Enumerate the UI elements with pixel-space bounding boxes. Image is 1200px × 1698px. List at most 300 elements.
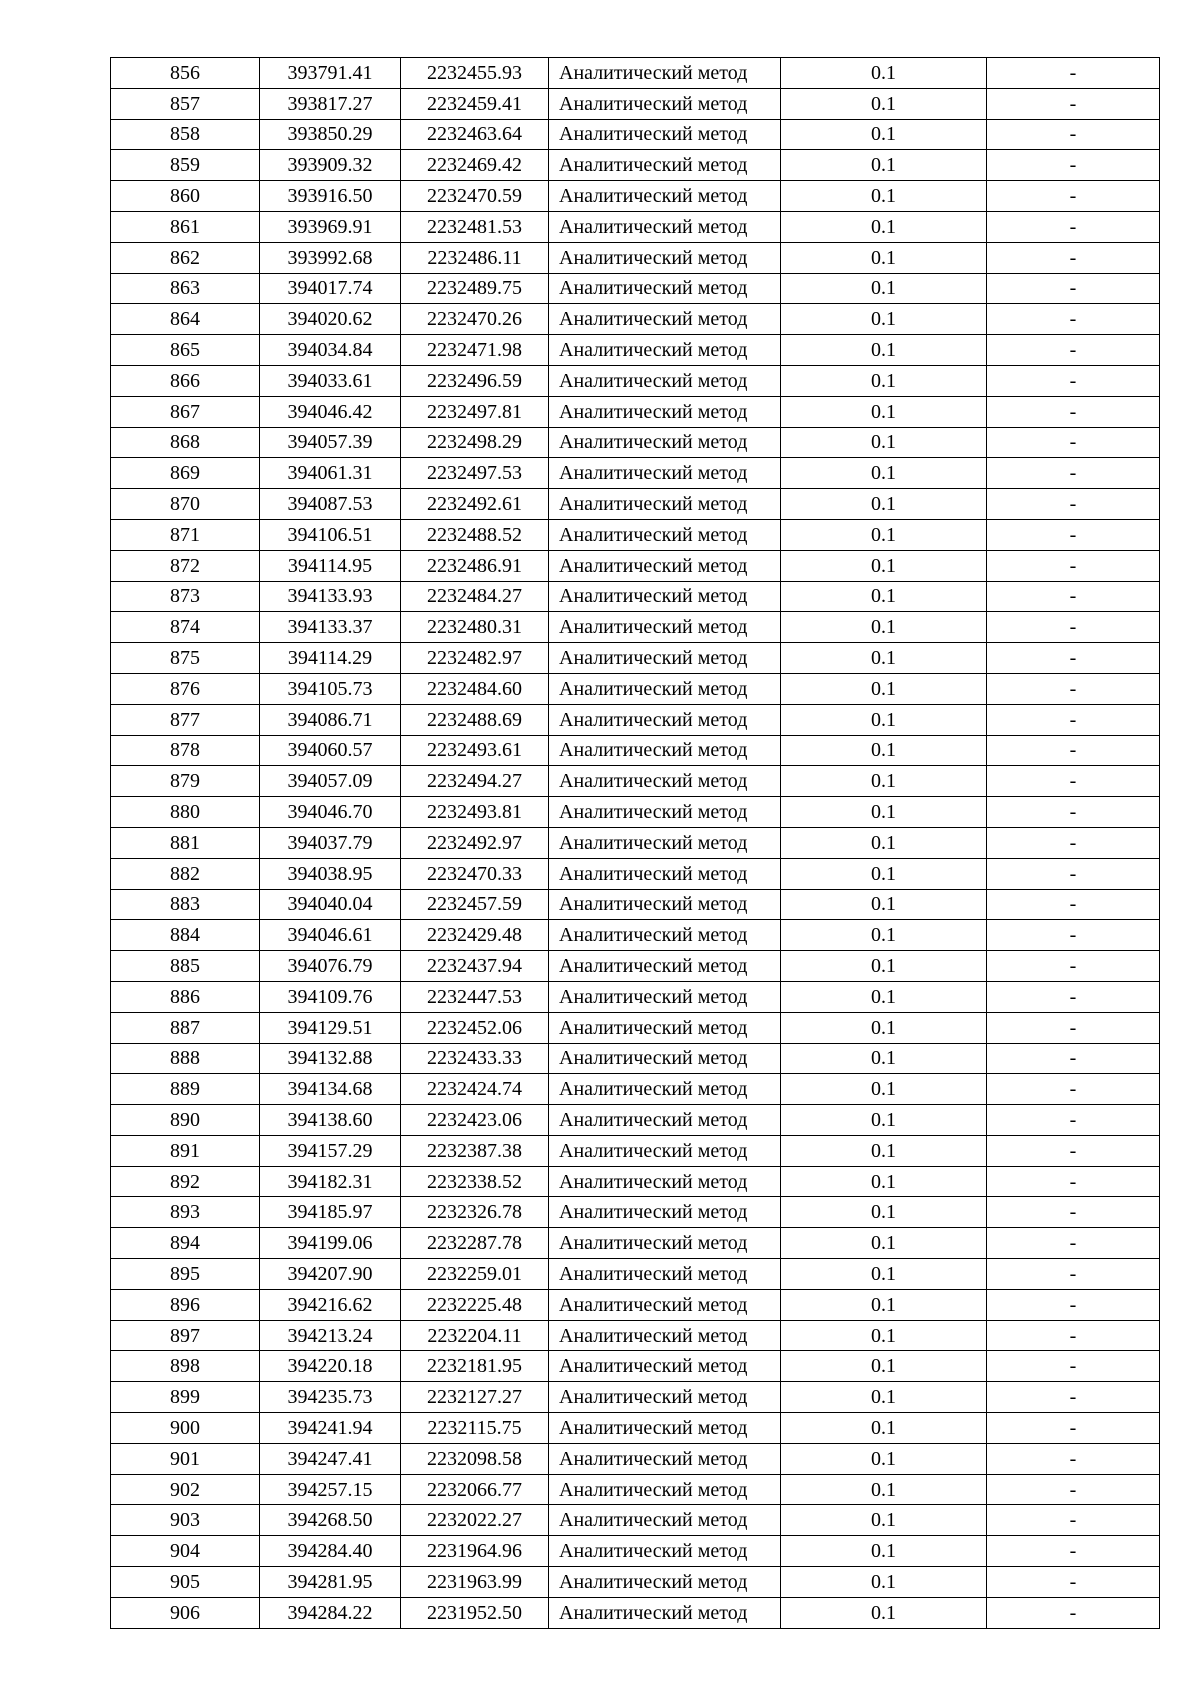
method-cell: Аналитический метод (549, 427, 781, 458)
table-row (111, 211, 1160, 242)
y-coordinate-cell: 2232492.97 (401, 827, 549, 858)
method-cell: Аналитический метод (549, 1259, 781, 1290)
accuracy-cell: 0.1 (781, 1043, 987, 1074)
accuracy-cell: 0.1 (781, 920, 987, 951)
description-cell: - (987, 181, 1160, 212)
y-coordinate-cell: 2232486.91 (401, 550, 549, 581)
y-coordinate-cell: 2232494.27 (401, 766, 549, 797)
x-coordinate-cell: 394241.94 (260, 1413, 401, 1444)
method-cell: Аналитический метод (549, 1197, 781, 1228)
x-coordinate-cell: 394220.18 (260, 1351, 401, 1382)
table-row (111, 1382, 1160, 1413)
y-coordinate-cell: 2232259.01 (401, 1259, 549, 1290)
point-number-cell: 869 (111, 458, 260, 489)
description-cell: - (987, 920, 1160, 951)
table-row (111, 119, 1160, 150)
description-cell: - (987, 1351, 1160, 1382)
method-cell: Аналитический метод (549, 766, 781, 797)
description-cell: - (987, 550, 1160, 581)
x-coordinate-cell: 394038.95 (260, 858, 401, 889)
table-row (111, 1012, 1160, 1043)
point-number-cell: 880 (111, 797, 260, 828)
accuracy-cell: 0.1 (781, 673, 987, 704)
y-coordinate-cell: 2232493.81 (401, 797, 549, 828)
y-coordinate-cell: 2232204.11 (401, 1320, 549, 1351)
method-cell: Аналитический метод (549, 1166, 781, 1197)
x-coordinate-cell: 394133.93 (260, 581, 401, 612)
table-row (111, 1043, 1160, 1074)
point-number-cell: 885 (111, 951, 260, 982)
point-number-cell: 902 (111, 1474, 260, 1505)
description-cell: - (987, 242, 1160, 273)
point-number-cell: 877 (111, 704, 260, 735)
accuracy-cell: 0.1 (781, 1505, 987, 1536)
x-coordinate-cell: 393916.50 (260, 181, 401, 212)
description-cell: - (987, 1289, 1160, 1320)
method-cell: Аналитический метод (549, 1135, 781, 1166)
table-row (111, 1166, 1160, 1197)
table-row (111, 458, 1160, 489)
point-number-cell: 860 (111, 181, 260, 212)
accuracy-cell: 0.1 (781, 519, 987, 550)
x-coordinate-cell: 394037.79 (260, 827, 401, 858)
y-coordinate-cell: 2232484.27 (401, 581, 549, 612)
x-coordinate-cell: 394268.50 (260, 1505, 401, 1536)
x-coordinate-cell: 393992.68 (260, 242, 401, 273)
point-number-cell: 859 (111, 150, 260, 181)
method-cell: Аналитический метод (549, 335, 781, 366)
table-row (111, 427, 1160, 458)
method-cell: Аналитический метод (549, 119, 781, 150)
y-coordinate-cell: 2232463.64 (401, 119, 549, 150)
description-cell: - (987, 1197, 1160, 1228)
point-number-cell: 866 (111, 365, 260, 396)
y-coordinate-cell: 2232493.61 (401, 735, 549, 766)
description-cell: - (987, 1135, 1160, 1166)
y-coordinate-cell: 2232326.78 (401, 1197, 549, 1228)
description-cell: - (987, 1074, 1160, 1105)
accuracy-cell: 0.1 (781, 1074, 987, 1105)
method-cell: Аналитический метод (549, 1505, 781, 1536)
table-row (111, 396, 1160, 427)
y-coordinate-cell: 2232470.59 (401, 181, 549, 212)
accuracy-cell: 0.1 (781, 1536, 987, 1567)
x-coordinate-cell: 393791.41 (260, 58, 401, 89)
table-row (111, 1597, 1160, 1628)
description-cell: - (987, 304, 1160, 335)
coordinates-table (110, 57, 1160, 1629)
y-coordinate-cell: 2232497.53 (401, 458, 549, 489)
y-coordinate-cell: 2232492.61 (401, 489, 549, 520)
method-cell: Аналитический метод (549, 88, 781, 119)
x-coordinate-cell: 394138.60 (260, 1105, 401, 1136)
x-coordinate-cell: 394040.04 (260, 889, 401, 920)
description-cell: - (987, 981, 1160, 1012)
method-cell: Аналитический метод (549, 1012, 781, 1043)
method-cell: Аналитический метод (549, 1320, 781, 1351)
description-cell: - (987, 1166, 1160, 1197)
y-coordinate-cell: 2232423.06 (401, 1105, 549, 1136)
point-number-cell: 889 (111, 1074, 260, 1105)
method-cell: Аналитический метод (549, 797, 781, 828)
point-number-cell: 890 (111, 1105, 260, 1136)
accuracy-cell: 0.1 (781, 797, 987, 828)
description-cell: - (987, 1259, 1160, 1290)
point-number-cell: 865 (111, 335, 260, 366)
x-coordinate-cell: 394213.24 (260, 1320, 401, 1351)
accuracy-cell: 0.1 (781, 704, 987, 735)
point-number-cell: 856 (111, 58, 260, 89)
x-coordinate-cell: 394133.37 (260, 612, 401, 643)
method-cell: Аналитический метод (549, 365, 781, 396)
point-number-cell: 906 (111, 1597, 260, 1628)
point-number-cell: 891 (111, 1135, 260, 1166)
method-cell: Аналитический метод (549, 704, 781, 735)
y-coordinate-cell: 2232066.77 (401, 1474, 549, 1505)
method-cell: Аналитический метод (549, 673, 781, 704)
method-cell: Аналитический метод (549, 1567, 781, 1598)
description-cell: - (987, 335, 1160, 366)
accuracy-cell: 0.1 (781, 1228, 987, 1259)
y-coordinate-cell: 2232486.11 (401, 242, 549, 273)
accuracy-cell: 0.1 (781, 273, 987, 304)
accuracy-cell: 0.1 (781, 1135, 987, 1166)
method-cell: Аналитический метод (549, 1474, 781, 1505)
method-cell: Аналитический метод (549, 1289, 781, 1320)
point-number-cell: 899 (111, 1382, 260, 1413)
point-number-cell: 879 (111, 766, 260, 797)
description-cell: - (987, 458, 1160, 489)
method-cell: Аналитический метод (549, 581, 781, 612)
accuracy-cell: 0.1 (781, 981, 987, 1012)
x-coordinate-cell: 394106.51 (260, 519, 401, 550)
table-row (111, 920, 1160, 951)
x-coordinate-cell: 394216.62 (260, 1289, 401, 1320)
y-coordinate-cell: 2232424.74 (401, 1074, 549, 1105)
point-number-cell: 895 (111, 1259, 260, 1290)
table-row (111, 643, 1160, 674)
table-row (111, 1536, 1160, 1567)
point-number-cell: 901 (111, 1443, 260, 1474)
point-number-cell: 872 (111, 550, 260, 581)
x-coordinate-cell: 394114.95 (260, 550, 401, 581)
table-row (111, 1197, 1160, 1228)
description-cell: - (987, 1320, 1160, 1351)
method-cell: Аналитический метод (549, 951, 781, 982)
accuracy-cell: 0.1 (781, 211, 987, 242)
x-coordinate-cell: 394057.09 (260, 766, 401, 797)
description-cell: - (987, 735, 1160, 766)
description-cell: - (987, 1382, 1160, 1413)
description-cell: - (987, 704, 1160, 735)
description-cell: - (987, 1043, 1160, 1074)
point-number-cell: 868 (111, 427, 260, 458)
y-coordinate-cell: 2232437.94 (401, 951, 549, 982)
accuracy-cell: 0.1 (781, 1443, 987, 1474)
x-coordinate-cell: 394060.57 (260, 735, 401, 766)
x-coordinate-cell: 393850.29 (260, 119, 401, 150)
y-coordinate-cell: 2231963.99 (401, 1567, 549, 1598)
table-row (111, 58, 1160, 89)
x-coordinate-cell: 394129.51 (260, 1012, 401, 1043)
x-coordinate-cell: 394235.73 (260, 1382, 401, 1413)
accuracy-cell: 0.1 (781, 1413, 987, 1444)
description-cell: - (987, 951, 1160, 982)
description-cell: - (987, 797, 1160, 828)
y-coordinate-cell: 2232488.52 (401, 519, 549, 550)
point-number-cell: 870 (111, 489, 260, 520)
accuracy-cell: 0.1 (781, 119, 987, 150)
y-coordinate-cell: 2232098.58 (401, 1443, 549, 1474)
table-row (111, 1289, 1160, 1320)
method-cell: Аналитический метод (549, 612, 781, 643)
point-number-cell: 900 (111, 1413, 260, 1444)
x-coordinate-cell: 394076.79 (260, 951, 401, 982)
y-coordinate-cell: 2232484.60 (401, 673, 549, 704)
x-coordinate-cell: 394207.90 (260, 1259, 401, 1290)
table-row (111, 581, 1160, 612)
method-cell: Аналитический метод (549, 1597, 781, 1628)
table-row (111, 273, 1160, 304)
method-cell: Аналитический метод (549, 519, 781, 550)
table-row (111, 704, 1160, 735)
description-cell: - (987, 581, 1160, 612)
description-cell: - (987, 365, 1160, 396)
accuracy-cell: 0.1 (781, 396, 987, 427)
accuracy-cell: 0.1 (781, 335, 987, 366)
description-cell: - (987, 427, 1160, 458)
y-coordinate-cell: 2232181.95 (401, 1351, 549, 1382)
y-coordinate-cell: 2231952.50 (401, 1597, 549, 1628)
x-coordinate-cell: 394020.62 (260, 304, 401, 335)
point-number-cell: 887 (111, 1012, 260, 1043)
x-coordinate-cell: 393969.91 (260, 211, 401, 242)
point-number-cell: 888 (111, 1043, 260, 1074)
point-number-cell: 874 (111, 612, 260, 643)
x-coordinate-cell: 393817.27 (260, 88, 401, 119)
y-coordinate-cell: 2232433.33 (401, 1043, 549, 1074)
y-coordinate-cell: 2232455.93 (401, 58, 549, 89)
x-coordinate-cell: 394284.40 (260, 1536, 401, 1567)
y-coordinate-cell: 2232481.53 (401, 211, 549, 242)
description-cell: - (987, 643, 1160, 674)
description-cell: - (987, 1505, 1160, 1536)
table-row (111, 951, 1160, 982)
y-coordinate-cell: 2231964.96 (401, 1536, 549, 1567)
method-cell: Аналитический метод (549, 304, 781, 335)
method-cell: Аналитический метод (549, 150, 781, 181)
method-cell: Аналитический метод (549, 643, 781, 674)
method-cell: Аналитический метод (549, 981, 781, 1012)
accuracy-cell: 0.1 (781, 489, 987, 520)
point-number-cell: 896 (111, 1289, 260, 1320)
method-cell: Аналитический метод (549, 1105, 781, 1136)
y-coordinate-cell: 2232496.59 (401, 365, 549, 396)
y-coordinate-cell: 2232482.97 (401, 643, 549, 674)
method-cell: Аналитический метод (549, 58, 781, 89)
table-row (111, 335, 1160, 366)
table-row (111, 735, 1160, 766)
x-coordinate-cell: 394105.73 (260, 673, 401, 704)
x-coordinate-cell: 394061.31 (260, 458, 401, 489)
accuracy-cell: 0.1 (781, 550, 987, 581)
point-number-cell: 873 (111, 581, 260, 612)
table-row (111, 1135, 1160, 1166)
accuracy-cell: 0.1 (781, 1289, 987, 1320)
table-row (111, 1228, 1160, 1259)
method-cell: Аналитический метод (549, 273, 781, 304)
x-coordinate-cell: 393909.32 (260, 150, 401, 181)
description-cell: - (987, 273, 1160, 304)
point-number-cell: 867 (111, 396, 260, 427)
accuracy-cell: 0.1 (781, 1259, 987, 1290)
method-cell: Аналитический метод (549, 1413, 781, 1444)
point-number-cell: 862 (111, 242, 260, 273)
y-coordinate-cell: 2232115.75 (401, 1413, 549, 1444)
y-coordinate-cell: 2232457.59 (401, 889, 549, 920)
description-cell: - (987, 766, 1160, 797)
accuracy-cell: 0.1 (781, 1166, 987, 1197)
accuracy-cell: 0.1 (781, 458, 987, 489)
x-coordinate-cell: 394034.84 (260, 335, 401, 366)
x-coordinate-cell: 394199.06 (260, 1228, 401, 1259)
point-number-cell: 858 (111, 119, 260, 150)
y-coordinate-cell: 2232387.38 (401, 1135, 549, 1166)
accuracy-cell: 0.1 (781, 1105, 987, 1136)
table-row (111, 1351, 1160, 1382)
method-cell: Аналитический метод (549, 396, 781, 427)
description-cell: - (987, 88, 1160, 119)
accuracy-cell: 0.1 (781, 58, 987, 89)
table-row (111, 858, 1160, 889)
accuracy-cell: 0.1 (781, 1597, 987, 1628)
description-cell: - (987, 1413, 1160, 1444)
y-coordinate-cell: 2232471.98 (401, 335, 549, 366)
accuracy-cell: 0.1 (781, 643, 987, 674)
method-cell: Аналитический метод (549, 858, 781, 889)
table-row (111, 673, 1160, 704)
x-coordinate-cell: 394057.39 (260, 427, 401, 458)
description-cell: - (987, 1567, 1160, 1598)
description-cell: - (987, 612, 1160, 643)
accuracy-cell: 0.1 (781, 1567, 987, 1598)
y-coordinate-cell: 2232022.27 (401, 1505, 549, 1536)
point-number-cell: 903 (111, 1505, 260, 1536)
table-row (111, 612, 1160, 643)
x-coordinate-cell: 394086.71 (260, 704, 401, 735)
description-cell: - (987, 150, 1160, 181)
description-cell: - (987, 858, 1160, 889)
table-row (111, 797, 1160, 828)
accuracy-cell: 0.1 (781, 427, 987, 458)
point-number-cell: 904 (111, 1536, 260, 1567)
point-number-cell: 864 (111, 304, 260, 335)
accuracy-cell: 0.1 (781, 1197, 987, 1228)
method-cell: Аналитический метод (549, 550, 781, 581)
x-coordinate-cell: 394046.42 (260, 396, 401, 427)
method-cell: Аналитический метод (549, 1043, 781, 1074)
description-cell: - (987, 1536, 1160, 1567)
point-number-cell: 905 (111, 1567, 260, 1598)
y-coordinate-cell: 2232127.27 (401, 1382, 549, 1413)
y-coordinate-cell: 2232480.31 (401, 612, 549, 643)
accuracy-cell: 0.1 (781, 88, 987, 119)
accuracy-cell: 0.1 (781, 889, 987, 920)
method-cell: Аналитический метод (549, 1443, 781, 1474)
x-coordinate-cell: 394046.70 (260, 797, 401, 828)
x-coordinate-cell: 394114.29 (260, 643, 401, 674)
accuracy-cell: 0.1 (781, 766, 987, 797)
x-coordinate-cell: 394157.29 (260, 1135, 401, 1166)
accuracy-cell: 0.1 (781, 304, 987, 335)
accuracy-cell: 0.1 (781, 1320, 987, 1351)
x-coordinate-cell: 394257.15 (260, 1474, 401, 1505)
coordinates-table-body (111, 58, 1160, 1629)
x-coordinate-cell: 394185.97 (260, 1197, 401, 1228)
description-cell: - (987, 673, 1160, 704)
method-cell: Аналитический метод (549, 1382, 781, 1413)
accuracy-cell: 0.1 (781, 1474, 987, 1505)
y-coordinate-cell: 2232470.26 (401, 304, 549, 335)
method-cell: Аналитический метод (549, 489, 781, 520)
table-row (111, 1413, 1160, 1444)
accuracy-cell: 0.1 (781, 150, 987, 181)
method-cell: Аналитический метод (549, 1351, 781, 1382)
description-cell: - (987, 58, 1160, 89)
y-coordinate-cell: 2232447.53 (401, 981, 549, 1012)
method-cell: Аналитический метод (549, 458, 781, 489)
table-row (111, 1105, 1160, 1136)
table-row (111, 550, 1160, 581)
point-number-cell: 893 (111, 1197, 260, 1228)
accuracy-cell: 0.1 (781, 581, 987, 612)
point-number-cell: 857 (111, 88, 260, 119)
x-coordinate-cell: 394284.22 (260, 1597, 401, 1628)
table-row (111, 519, 1160, 550)
x-coordinate-cell: 394281.95 (260, 1567, 401, 1598)
table-row (111, 1074, 1160, 1105)
point-number-cell: 892 (111, 1166, 260, 1197)
method-cell: Аналитический метод (549, 735, 781, 766)
method-cell: Аналитический метод (549, 211, 781, 242)
table-row (111, 1320, 1160, 1351)
description-cell: - (987, 1443, 1160, 1474)
accuracy-cell: 0.1 (781, 858, 987, 889)
accuracy-cell: 0.1 (781, 827, 987, 858)
table-row (111, 1505, 1160, 1536)
point-number-cell: 882 (111, 858, 260, 889)
table-row (111, 365, 1160, 396)
description-cell: - (987, 1228, 1160, 1259)
point-number-cell: 863 (111, 273, 260, 304)
point-number-cell: 861 (111, 211, 260, 242)
point-number-cell: 875 (111, 643, 260, 674)
point-number-cell: 897 (111, 1320, 260, 1351)
y-coordinate-cell: 2232429.48 (401, 920, 549, 951)
y-coordinate-cell: 2232469.42 (401, 150, 549, 181)
x-coordinate-cell: 394182.31 (260, 1166, 401, 1197)
accuracy-cell: 0.1 (781, 181, 987, 212)
point-number-cell: 898 (111, 1351, 260, 1382)
table-row (111, 242, 1160, 273)
table-row (111, 1474, 1160, 1505)
accuracy-cell: 0.1 (781, 735, 987, 766)
description-cell: - (987, 827, 1160, 858)
point-number-cell: 878 (111, 735, 260, 766)
method-cell: Аналитический метод (549, 920, 781, 951)
point-number-cell: 881 (111, 827, 260, 858)
description-cell: - (987, 119, 1160, 150)
